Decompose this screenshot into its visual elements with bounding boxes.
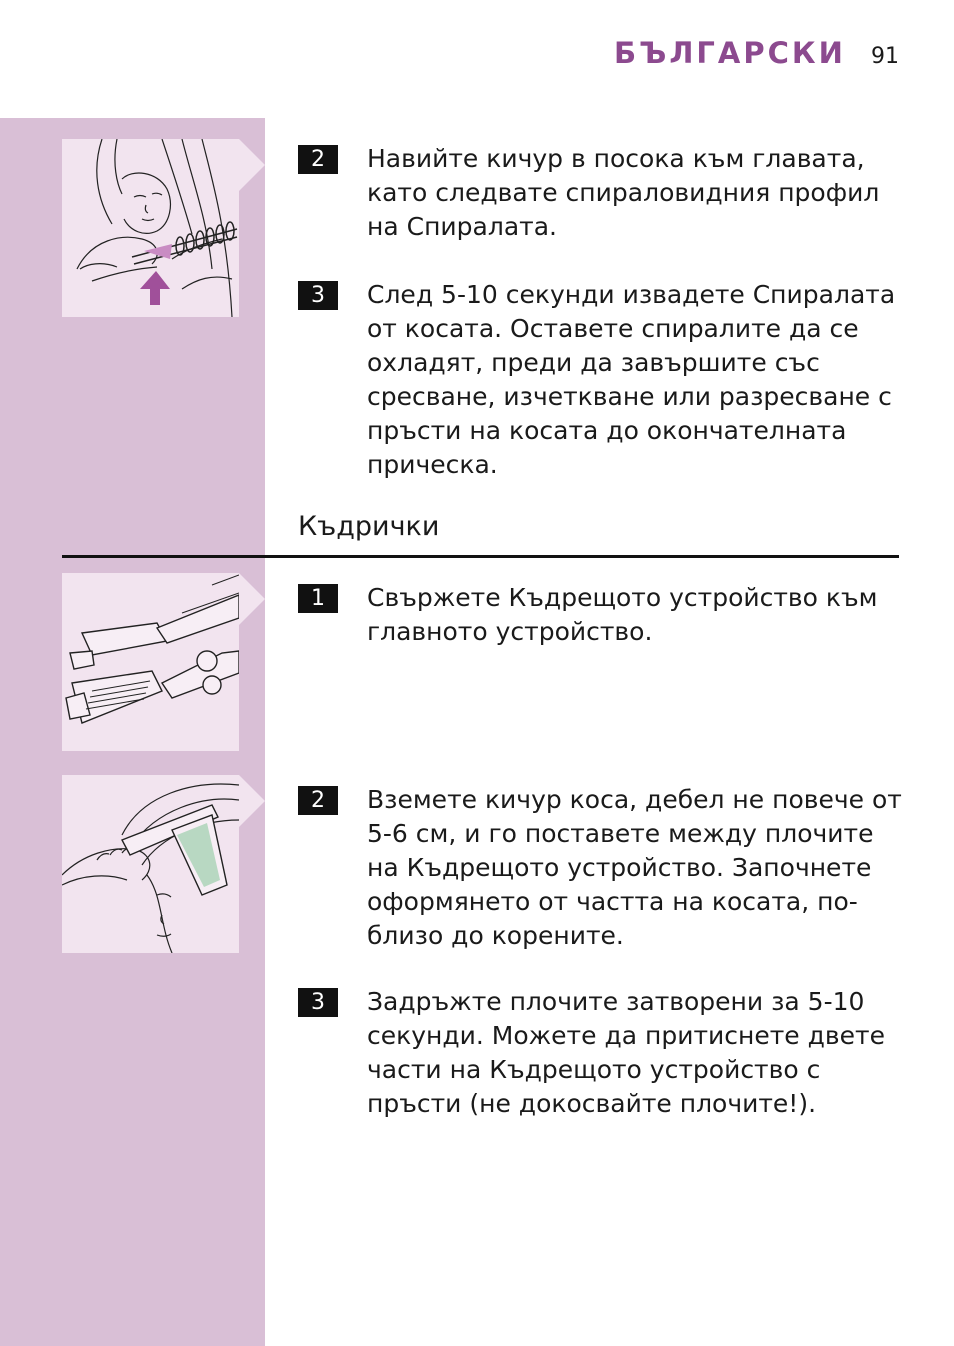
arrow-up-icon (140, 271, 170, 305)
step-number: 3 (298, 281, 338, 310)
step-number: 2 (298, 145, 338, 174)
step-text: Задръжте плочите затворени за 5-10 секунди. Можете да притиснете двете части на Къдрещото устройство с пръсти (не докосвайте плочите!). (367, 987, 885, 1118)
step-text: Навийте кичур в посока към главата, като следвате спираловидния профил на Спиралата. (367, 144, 880, 241)
language-header: БЪЛГАРСКИ (614, 36, 846, 70)
illustration-pointer (239, 573, 265, 625)
step-number: 3 (298, 988, 338, 1017)
step-text: Свържете Къдрещото устройство към главното устройство. (367, 583, 878, 646)
illustration-spiral-winding (62, 139, 239, 317)
step-number: 1 (298, 584, 338, 613)
step-number: 2 (298, 786, 338, 815)
illustration-pointer (239, 139, 265, 191)
crimping-hair-drawing (62, 775, 239, 953)
illustration-crimping-hair (62, 775, 239, 953)
page-number: 91 (871, 44, 899, 69)
illustration-pointer (239, 775, 265, 827)
section-divider (62, 555, 899, 558)
section-title: Къдрички (298, 511, 440, 542)
crimper-attach-drawing (62, 573, 239, 751)
spiral-winding-drawing (62, 139, 239, 317)
step-text: След 5-10 секунди извадете Спиралата от косата. Оставете спиралите да се охладят, преди да завършите със сресване, изчеткване или разресване с пръсти на косата до окончателната прическа. (367, 280, 896, 479)
illustration-crimper-attach (62, 573, 239, 751)
step-text: Вземете кичур коса, дебел не повече от 5-6 см, и го поставете между плочите на Къдрещото устройство. Започнете оформянето от частта на косата, по-близо до корените. (367, 785, 902, 950)
